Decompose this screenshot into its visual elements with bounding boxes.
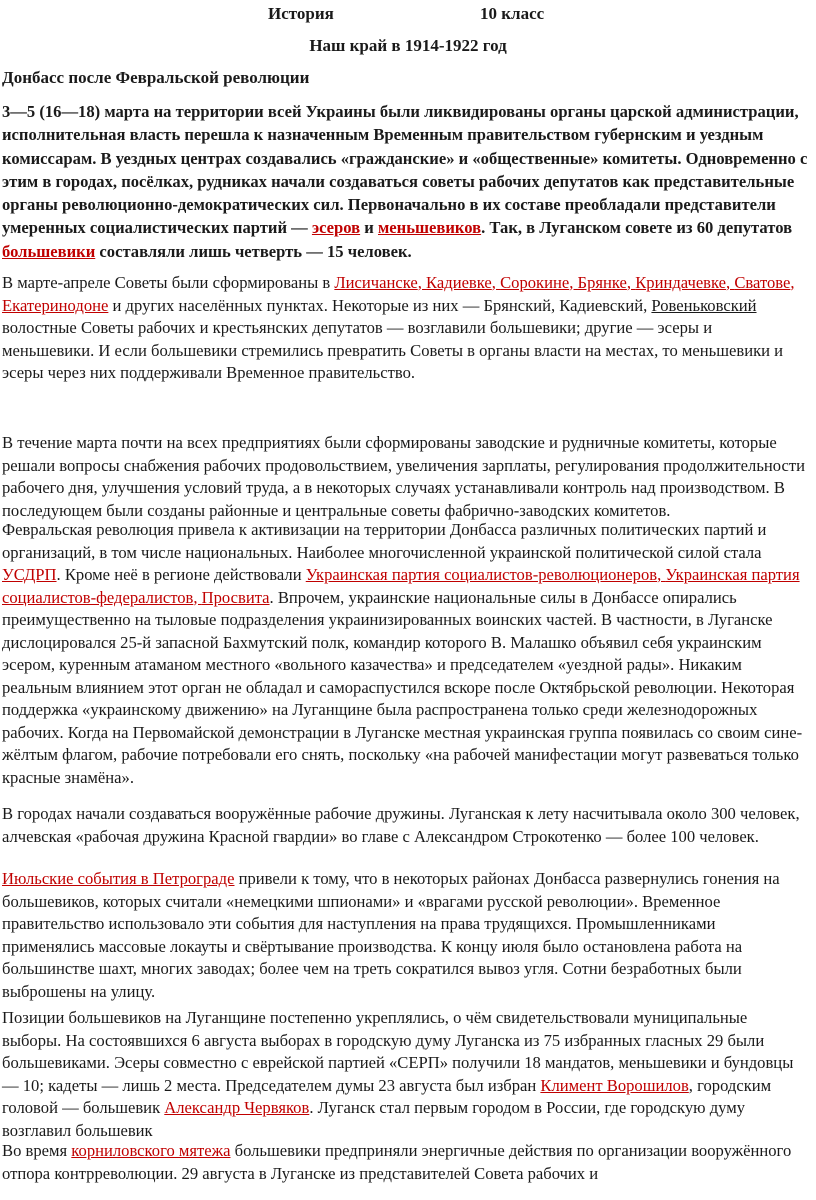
link-voroshilov[interactable]: Климент Ворошилов	[540, 1075, 689, 1095]
text-run: Во время	[2, 1141, 72, 1160]
link-usdrp[interactable]: УСДРП	[2, 565, 57, 584]
subject-label: История	[268, 4, 334, 23]
text-run: и	[360, 218, 378, 238]
text-run: , городским головой — большевик	[2, 1075, 772, 1117]
separator: ,	[569, 273, 578, 292]
link-prosvita[interactable]: Просвита	[201, 587, 270, 607]
paragraph-soviets-cities	[2, 272, 808, 385]
link-upsr[interactable]: Украинская партия социалистов-революционеров	[305, 565, 658, 584]
link-kadievka[interactable]: Кадиевке	[426, 273, 492, 292]
paragraph-workers-squads: В городах начали создаваться вооружённые рабочие дружины. Луганская к лету насчитывала около 300 человек, алчевская «рабочая дружина Красной гвардии» во главе с Александром Строкотенко — более 100 человек.	[2, 804, 800, 846]
section-title: Донбасс после Февральской революции	[2, 68, 310, 87]
link-july-events[interactable]: Июльские события в Петрограде	[2, 869, 235, 888]
separator: ,	[417, 273, 427, 292]
link-bryanka[interactable]: Брянке	[577, 273, 627, 292]
link-lisichansk[interactable]: Лисичанске	[334, 273, 418, 292]
paragraph-factory-committees: В течение марта почти на всех предприятиях были сформированы заводские и рудничные комитеты, которые решали вопросы снабжения рабочих продовольствием, увеличения зарплаты, регулирования продолжительности рабочего дня, улучшения условий труда, а в некоторых случаях устанавливали контроль над производством. В последующем были созданы районные и центральные советы фабрично-заводских комитетов.	[2, 433, 805, 520]
text-run: . Впрочем, украинские национальные силы в Донбассе опирались преимущественно на тыловые подразделения украинизированных воинских частей. В частности, в Луганске дислоцировался 25-й запасной Бахмутский полк, командир которого В. Малашко объявил себя украинским эсером, куренным атаманом местного «вольного казачества» и председателем «уездной рады». Никаким реальным влиянием этот орган не обладал и самораспустился вскоре после Октябрьской революции. Некоторая поддержка «украинскому движению» на Луганщине была распространена только среди железнодорожных рабочих. Когда на Первомайской демонстрации в Луганске местная украинская группа появилась со своим сине-жёлтым флагом, рабочие потребовали его снять, поскольку «на рабочей манифестации могут развеваться только красные знамёна».	[2, 587, 803, 787]
text-run: большевики предприняли энергичные действия по организации вооружённого отпора контрреволюции. 29 августа в Луганске из представителей Совета рабочих и	[2, 1141, 792, 1183]
text-run: Позиции большевиков на Луганщине постепенно укреплялись, о чём свидетельствовали муниципальные выборы. На состоявшихся 6 августа выборах в городскую думу Луганска из 75 избранных гласных 29 были большевиками. Эсеры совместно с еврейской партией «СЕРП» получили 18 мандатов, меньшевики и бундовцы — 10; кадеты — лишь 2 места. Председателем думы 23 августа был избран	[2, 1008, 794, 1095]
text-run: . Кроме неё в регионе действовали	[56, 565, 306, 584]
text-run: В марте-апреле Советы были сформированы в	[2, 273, 335, 292]
text-run: составляли лишь четверть — 15 человек.	[95, 241, 412, 261]
text-run: Февральская революция привела к активизации на территории Донбасса различных политических партий и организаций, в том числе национальных. Наиболее многочисленной украинской политической силой стала	[2, 520, 767, 562]
text-run: 3—5 (16—18) марта на территории всей Украины были ликвидированы органы царской администрации, исполнительная власть перешла к назначенным Временным правительством губернским и уездным комиссарам. В уездных центрах создавались «гражданские» и «общественные» комитеты. Одновременно с этим в городах, посёлках, рудниках начали создаваться советы рабочих депутатов как представительные органы революционно-демократических сил. Первоначально в их составе преобладали представители умеренных социалистических партий —	[2, 102, 808, 238]
paragraph-national-parties	[2, 519, 808, 789]
text-run: и других населённых пунктах. Некоторые из них — Брянский, Кадиевский,	[108, 295, 652, 315]
link-esers[interactable]: эсеров	[311, 218, 361, 238]
text-run: . Так, в Луганском совете из 60 депутатов	[481, 218, 793, 238]
separator: ,	[726, 273, 735, 292]
link-chervyakov[interactable]: Александр Червяков	[164, 1098, 310, 1117]
link-kornilov[interactable]: корниловского мятежа	[71, 1141, 231, 1160]
separator: ,	[657, 565, 666, 584]
paragraph-july-events	[2, 868, 808, 1003]
link-rovenki[interactable]: Ровеньковский	[651, 295, 757, 315]
lesson-topic: Наш край в 1914-1922 год	[309, 36, 507, 55]
link-svatovo[interactable]: Сватове	[734, 273, 791, 292]
separator: ,	[491, 273, 501, 292]
paragraph-municipal-elections	[2, 1007, 808, 1142]
text-run: волостные Советы рабочих и крестьянских депутатов — возглавили большевики; другие — эсеры и меньшевики. И если большевики стремились превратить Советы в органы власти на местах, то меньшевики и эсеры через них поддерживали Временное правительство.	[2, 318, 784, 382]
document-header	[0, 4, 816, 24]
text-run: . Луганск стал первым городом в России, где городскую думу возглавил большевик	[2, 1098, 746, 1140]
link-bolsheviks[interactable]: большевики	[2, 241, 96, 261]
separator: ,	[626, 273, 636, 292]
link-upsf[interactable]: Украинская партия социалистов-федералистов	[2, 565, 800, 607]
grade-label: 10 класс	[480, 4, 545, 23]
separator: ,	[790, 273, 795, 292]
paragraph-soviets-formation	[2, 100, 808, 263]
link-ekaterinodon[interactable]: Екатеринодоне	[2, 295, 109, 315]
link-sorokino[interactable]: Сорокине	[500, 273, 570, 292]
text-run: привели к тому, что в некоторых районах Донбасса развернулись гонения на большевиков, которых считали «немецкими шпионами» и «врагами русской революции». Временное правительство использовало эти события для наступления на права трудящихся. Промышленниками применялись массовые локауты и свёртывание производства. К концу июля было остановлена работа на большинстве шахт, многих заводах; более чем на треть сократился вывоз угля. Сотни безработных были выброшены на улицу.	[2, 869, 780, 1001]
separator: ,	[193, 587, 202, 607]
link-mensheviks[interactable]: меньшевиков	[377, 218, 482, 238]
paragraph-kornilov-revolt	[2, 1140, 808, 1185]
link-krindachevka[interactable]: Криндачевке	[635, 273, 727, 292]
